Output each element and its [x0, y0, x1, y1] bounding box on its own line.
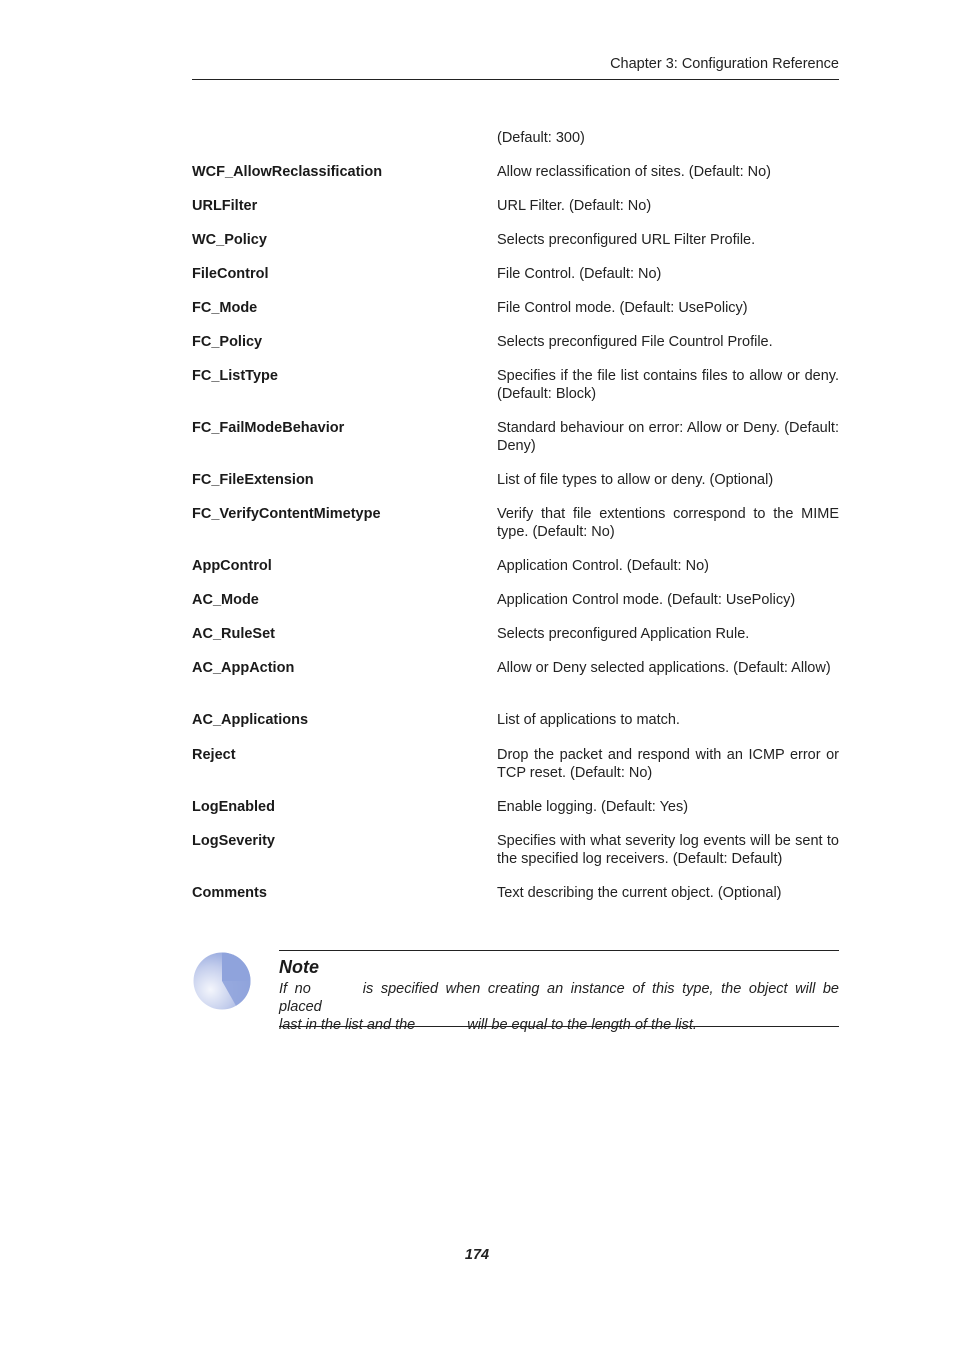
- note-content: [279, 950, 839, 1033]
- table-row: [192, 659, 839, 711]
- table-row: [192, 557, 839, 591]
- param-name: [192, 129, 497, 163]
- table-row: [192, 471, 839, 505]
- table-row: [192, 231, 839, 265]
- param-description: Drop the packet and respond with an ICMP error or TCP reset. (Default: No): [497, 747, 839, 781]
- param-name: LogEnabled: [192, 799, 275, 815]
- param-name: AppControl: [192, 558, 272, 574]
- table-row: [192, 367, 839, 419]
- table-row: [192, 419, 839, 471]
- param-name: FileControl: [192, 266, 269, 282]
- param-description: Application Control mode. (Default: UsePolicy): [497, 592, 796, 608]
- table-row: [192, 711, 839, 746]
- table-row: [192, 299, 839, 333]
- param-description: Selects preconfigured Application Rule.: [497, 626, 750, 642]
- param-name: Comments: [192, 885, 267, 901]
- note-text-fragment: last in the list and the: [279, 1017, 416, 1033]
- page-number: 174: [464, 1247, 490, 1263]
- param-description: Selects preconfigured File Countrol Profile.: [497, 334, 773, 350]
- param-description: List of file types to allow or deny. (Optional): [497, 472, 774, 488]
- param-name: AC_Mode: [192, 592, 259, 608]
- note-text-fragment: will be equal to the length of the list.: [467, 1017, 697, 1033]
- param-description: URL Filter. (Default: No): [497, 198, 652, 214]
- table-row: [192, 265, 839, 299]
- page-header: [192, 54, 839, 80]
- param-description: Verify that file extentions correspond to the MIME type. (Default: No): [497, 506, 839, 540]
- param-name: FC_ListType: [192, 368, 278, 384]
- param-name: AC_RuleSet: [192, 626, 275, 642]
- note-text: [279, 980, 839, 1034]
- note-text-fragment: If no: [279, 981, 311, 997]
- param-description: (Default: 300): [497, 130, 585, 146]
- table-row: [192, 333, 839, 367]
- param-description: Enable logging. (Default: Yes): [497, 799, 689, 815]
- table-row: [192, 798, 839, 832]
- table-row: [192, 129, 839, 163]
- param-name: AC_AppAction: [192, 660, 295, 676]
- param-name: FC_Policy: [192, 334, 263, 350]
- param-description: Specifies if the file list contains files to allow or deny. (Default: Block): [497, 368, 839, 402]
- param-description: Selects preconfigured URL Filter Profile.: [497, 232, 756, 248]
- note-icon: [192, 950, 252, 1012]
- note-box: [192, 950, 839, 1033]
- param-name: FC_FailModeBehavior: [192, 420, 345, 436]
- table-row: [192, 832, 839, 884]
- table-row: [192, 197, 839, 231]
- note-text-fragment: is specified when creating an instance of this type, the object will be placed: [279, 981, 839, 1015]
- param-name: WC_Policy: [192, 232, 267, 248]
- table-row: [192, 884, 839, 918]
- param-description: Standard behaviour on error: Allow or Deny. (Default: Deny): [497, 420, 839, 454]
- param-name: LogSeverity: [192, 833, 275, 849]
- note-title: Note: [279, 957, 319, 977]
- param-description: List of applications to match.: [497, 712, 680, 728]
- table-row: [192, 746, 839, 798]
- chapter-title: Chapter 3: Configuration Reference: [610, 56, 839, 72]
- param-description: File Control mode. (Default: UsePolicy): [497, 300, 748, 316]
- param-name: FC_VerifyContentMimetype: [192, 506, 381, 522]
- table-row: [192, 163, 839, 197]
- param-name: Reject: [192, 747, 236, 763]
- param-name: FC_FileExtension: [192, 472, 314, 488]
- param-name: AC_Applications: [192, 712, 309, 728]
- param-description: File Control. (Default: No): [497, 266, 662, 282]
- param-description: Application Control. (Default: No): [497, 558, 709, 574]
- param-description: Allow reclassification of sites. (Default: No): [497, 164, 771, 180]
- param-name: FC_Mode: [192, 300, 258, 316]
- param-name: URLFilter: [192, 198, 258, 214]
- param-description: Specifies with what severity log events will be sent to the specified log receivers. (Default: Default): [497, 833, 839, 867]
- param-description: Allow or Deny selected applications. (Default: Allow): [497, 660, 831, 676]
- parameter-table: [192, 129, 839, 918]
- param-name: WCF_AllowReclassification: [192, 164, 383, 180]
- table-row: [192, 505, 839, 557]
- table-row: [192, 591, 839, 625]
- table-row: [192, 625, 839, 659]
- param-description: Text describing the current object. (Optional): [497, 885, 782, 901]
